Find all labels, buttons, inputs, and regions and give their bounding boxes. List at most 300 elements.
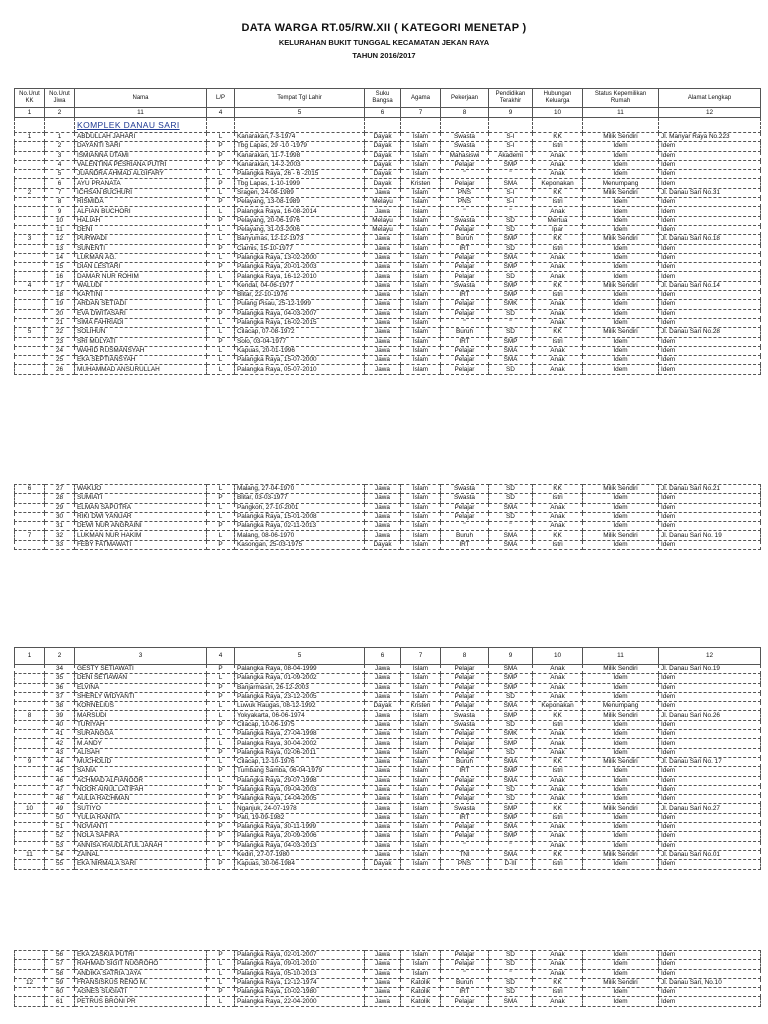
cell-jenis-kelamin: L — [207, 356, 235, 365]
cell-tempat-tgl-lahir: Luwuk Raugas, 08-12-1992 — [235, 702, 365, 711]
cell-status-rumah: Idem — [583, 748, 659, 757]
table-row — [15, 785, 761, 794]
cell-alamat: Jl. Danau Sari No. 17 — [659, 757, 761, 766]
cell-suku: Jawa — [365, 823, 401, 832]
cell-hubungan: Anak — [533, 969, 583, 978]
cell-hubungan: Istri — [533, 720, 583, 729]
cell-no-jiwa: 51 — [45, 823, 75, 832]
cell-jenis-kelamin: L — [207, 850, 235, 859]
cell-pendidikan: SMA — [489, 850, 533, 859]
table-row — [15, 813, 761, 822]
cell-no-jiwa: 45 — [45, 767, 75, 776]
cell-nama: MUCHOLID — [75, 757, 207, 766]
cell-alamat: Idem — [659, 841, 761, 850]
cell-suku: Jawa — [365, 300, 401, 309]
cell-no-kk — [15, 142, 45, 151]
cell-alamat: Idem — [659, 776, 761, 785]
section-empty-cell — [441, 118, 489, 133]
cell-hubungan: KK — [533, 804, 583, 813]
cell-agama: Islam — [401, 244, 441, 253]
cell-tempat-tgl-lahir: Palangka Raya, 08-04-1999 — [235, 665, 365, 674]
cell-no-jiwa: 40 — [45, 720, 75, 729]
cell-no-jiwa: No.Urut Jiwa — [45, 89, 75, 108]
cell-pekerjaan: Pelajar — [441, 960, 489, 969]
cell-hubungan: Istri — [533, 494, 583, 503]
cell-suku: 6 — [365, 648, 401, 665]
cell-agama: Islam — [401, 512, 441, 521]
cell-nama: DAMAR NUR ROHIM — [75, 272, 207, 281]
cell-no-jiwa: 20 — [45, 309, 75, 318]
cell-suku: Jawa — [365, 263, 401, 272]
cell-tempat-tgl-lahir: Kasongan, 25-03-1975 — [235, 540, 365, 549]
cell-tempat-tgl-lahir: Palangka Raya, 23-12-2005 — [235, 692, 365, 701]
cell-pekerjaan: Pelajar — [441, 692, 489, 701]
cell-hubungan: Anak — [533, 776, 583, 785]
cell-no-jiwa: 59 — [45, 978, 75, 987]
cell-nama: ACHMAD ALFIANOOR — [75, 776, 207, 785]
cell-agama: Islam — [401, 730, 441, 739]
cell-status-rumah: Idem — [583, 683, 659, 692]
cell-no-jiwa: 56 — [45, 951, 75, 960]
cell-hubungan: Istri — [533, 142, 583, 151]
cell-status-rumah: Idem — [583, 512, 659, 521]
cell-no-kk — [15, 356, 45, 365]
section-empty-cell — [235, 118, 365, 133]
cell-jenis-kelamin: P — [207, 151, 235, 160]
cell-alamat: Idem — [659, 969, 761, 978]
cell-nama: SOLIHUN — [75, 328, 207, 337]
cell-alamat: Idem — [659, 216, 761, 225]
cell-no-jiwa: 6 — [45, 179, 75, 188]
cell-alamat: Idem — [659, 683, 761, 692]
cell-nama: M.ANDY — [75, 739, 207, 748]
cell-agama: Islam — [401, 767, 441, 776]
cell-tempat-tgl-lahir: Sragen, 24-08-1989 — [235, 188, 365, 197]
cell-hubungan: Anak — [533, 263, 583, 272]
cell-hubungan: KK — [533, 188, 583, 197]
cell-status-rumah: Idem — [583, 494, 659, 503]
cell-no-jiwa: 38 — [45, 702, 75, 711]
cell-tempat-tgl-lahir: Palangka Raya, 16-12-2010 — [235, 272, 365, 281]
cell-tempat-tgl-lahir: Palangka Raya, 13-02-2000 — [235, 253, 365, 262]
cell-alamat: Jl. Danau Sari No.26 — [659, 711, 761, 720]
cell-pendidikan: SD — [489, 720, 533, 729]
cell-tempat-tgl-lahir: Palangka Raya, 22-04-2000 — [235, 997, 365, 1006]
cell-no-kk — [15, 300, 45, 309]
cell-tempat-tgl-lahir: Palangka Raya, 30-04-2002 — [235, 739, 365, 748]
cell-suku: Dayak — [365, 179, 401, 188]
cell-pendidikan: SD — [489, 309, 533, 318]
cell-agama: Islam — [401, 235, 441, 244]
cell-no-kk — [15, 494, 45, 503]
cell-agama: Islam — [401, 832, 441, 841]
cell-alamat: Jl. Danau Sari No.21 — [659, 485, 761, 494]
cell-alamat: Jl. Danau Sari No.27 — [659, 804, 761, 813]
cell-no-jiwa: 1 — [45, 133, 75, 142]
cell-suku: Jawa — [365, 850, 401, 859]
cell-no-kk — [15, 503, 45, 512]
cell-nama: SHERLY WIDYANTI — [75, 692, 207, 701]
cell-no-jiwa: 13 — [45, 244, 75, 253]
table-row — [15, 960, 761, 969]
cell-agama: Islam — [401, 337, 441, 346]
cell-nama: AULIA RACHMAN — [75, 795, 207, 804]
table-row — [15, 776, 761, 785]
cell-no-jiwa: 30 — [45, 512, 75, 521]
table-row — [15, 748, 761, 757]
cell-jenis-kelamin: L — [207, 207, 235, 216]
cell-status-rumah: Milik Sendiri — [583, 235, 659, 244]
cell-nama: ELMAN SAPUTRA — [75, 503, 207, 512]
cell-pendidikan: SD — [489, 272, 533, 281]
document-year: TAHUN 2016/2017 — [352, 51, 416, 60]
cell-status-rumah: Idem — [583, 263, 659, 272]
cell-pendidikan: SMK — [489, 730, 533, 739]
section-empty-cell — [659, 118, 761, 133]
table-row — [15, 337, 761, 346]
cell-no-kk — [15, 832, 45, 841]
cell-status-rumah: Idem — [583, 272, 659, 281]
cell-nama: SUTIYO — [75, 804, 207, 813]
table-row — [15, 978, 761, 987]
cell-nama: WAHID RUSMANSYAH — [75, 346, 207, 355]
cell-no-jiwa: 57 — [45, 960, 75, 969]
cell-agama: Islam — [401, 309, 441, 318]
cell-nama: SANIA — [75, 767, 207, 776]
table-row — [15, 720, 761, 729]
cell-pekerjaan: IRT — [441, 337, 489, 346]
table-row — [15, 730, 761, 739]
cell-alamat: Idem — [659, 674, 761, 683]
cell-jenis-kelamin: L — [207, 300, 235, 309]
cell-no-jiwa: 23 — [45, 337, 75, 346]
warga-table-3 — [14, 647, 761, 870]
cell-no-jiwa: 52 — [45, 832, 75, 841]
cell-suku: Jawa — [365, 244, 401, 253]
cell-no-jiwa: 25 — [45, 356, 75, 365]
cell-jenis-kelamin: P — [207, 179, 235, 188]
table-row — [15, 216, 761, 225]
cell-agama: Islam — [401, 133, 441, 142]
cell-no-jiwa: 60 — [45, 988, 75, 997]
cell-status-rumah: Milik Sendiri — [583, 485, 659, 494]
cell-nama: KORNELIUS — [75, 702, 207, 711]
cell-nama: DAYANTI SARI — [75, 142, 207, 151]
cell-hubungan: Anak — [533, 739, 583, 748]
cell-alamat: Idem — [659, 997, 761, 1006]
cell-status-rumah: Idem — [583, 823, 659, 832]
cell-agama: Islam — [401, 711, 441, 720]
cell-pendidikan: Akademi — [489, 151, 533, 160]
cell-alamat: Idem — [659, 748, 761, 757]
cell-tempat-tgl-lahir: Nganjuk, 24-07-1978 — [235, 804, 365, 813]
cell-hubungan: Keponakan — [533, 179, 583, 188]
cell-suku: Jawa — [365, 309, 401, 318]
cell-jenis-kelamin: P — [207, 813, 235, 822]
cell-suku: Jawa — [365, 674, 401, 683]
cell-agama: Islam — [401, 785, 441, 794]
cell-suku: Melayu — [365, 198, 401, 207]
cell-agama: Islam — [401, 823, 441, 832]
cell-hubungan: Anak — [533, 272, 583, 281]
cell-status-rumah: Idem — [583, 309, 659, 318]
cell-nama: SUMIATI — [75, 494, 207, 503]
cell-no-kk — [15, 318, 45, 327]
cell-pekerjaan: Buruh — [441, 978, 489, 987]
cell-nama: PETRUS BRONI PR — [75, 997, 207, 1006]
cell-alamat: 12 — [659, 108, 761, 118]
section-empty-cell — [365, 118, 401, 133]
cell-tempat-tgl-lahir: Pangkoh, 27-10-2001 — [235, 503, 365, 512]
cell-no-kk — [15, 776, 45, 785]
cell-tempat-tgl-lahir: Blitar, 22-10-1976 — [235, 291, 365, 300]
cell-pekerjaan: Pelajar — [441, 785, 489, 794]
cell-nama: ANNISA RAUDLATUL JANAH — [75, 841, 207, 850]
cell-tempat-tgl-lahir: Blitar, 03-03-1977 — [235, 494, 365, 503]
cell-status-rumah: Idem — [583, 337, 659, 346]
cell-jenis-kelamin: L — [207, 225, 235, 234]
cell-pekerjaan: IRT — [441, 813, 489, 822]
cell-tempat-tgl-lahir: Banjarmasin, 26-12-2003 — [235, 683, 365, 692]
cell-no-jiwa: 47 — [45, 785, 75, 794]
cell-pendidikan: " — [489, 841, 533, 850]
cell-jenis-kelamin: P — [207, 748, 235, 757]
cell-pendidikan: SMP — [489, 813, 533, 822]
cell-pendidikan: SMP — [489, 683, 533, 692]
cell-status-rumah: Idem — [583, 832, 659, 841]
cell-alamat: Idem — [659, 309, 761, 318]
cell-pekerjaan: Swasta — [441, 281, 489, 290]
cell-pekerjaan: Pelajar — [441, 503, 489, 512]
cell-no-kk: 7 — [15, 531, 45, 540]
cell-agama: Islam — [401, 683, 441, 692]
cell-pendidikan: SD — [489, 494, 533, 503]
cell-pendidikan: Pendidikan Terakhir — [489, 89, 533, 108]
cell-pekerjaan: Buruh — [441, 531, 489, 540]
cell-tempat-tgl-lahir: Kanarakan,7-3-1974 — [235, 133, 365, 142]
cell-hubungan: Anak — [533, 730, 583, 739]
cell-no-kk — [15, 785, 45, 794]
cell-agama: Kristen — [401, 702, 441, 711]
cell-nama: WAKIJO — [75, 485, 207, 494]
cell-no-kk — [15, 674, 45, 683]
cell-suku: Dayak — [365, 170, 401, 179]
cell-tempat-tgl-lahir: Palangka Raya, 27-04-1998 — [235, 730, 365, 739]
cell-nama: ANDIKA SATRIA JAYA — [75, 969, 207, 978]
cell-pekerjaan: TNI — [441, 850, 489, 859]
cell-hubungan: 10 — [533, 108, 583, 118]
cell-no-kk: 5 — [15, 328, 45, 337]
section-empty-cell — [401, 118, 441, 133]
cell-no-jiwa: 34 — [45, 665, 75, 674]
cell-no-jiwa: 32 — [45, 531, 75, 540]
cell-hubungan: Anak — [533, 356, 583, 365]
cell-pekerjaan: Pelajar — [441, 300, 489, 309]
cell-agama: Katolik — [401, 978, 441, 987]
cell-no-kk — [15, 860, 45, 869]
table-row — [15, 841, 761, 850]
cell-tempat-tgl-lahir: Banyumas, 12-12-1973 — [235, 235, 365, 244]
cell-hubungan: Anak — [533, 795, 583, 804]
cell-alamat: Jl. Danau Sari No.31 — [659, 188, 761, 197]
cell-alamat: Idem — [659, 813, 761, 822]
cell-tempat-tgl-lahir: Palangka Raya, 30-11-1999 — [235, 823, 365, 832]
cell-status-rumah: Idem — [583, 160, 659, 169]
cell-alamat: Idem — [659, 272, 761, 281]
cell-tempat-tgl-lahir: Cilacap, 07-08-1972 — [235, 328, 365, 337]
cell-pendidikan: 9 — [489, 108, 533, 118]
cell-no-jiwa: 5 — [45, 170, 75, 179]
cell-pekerjaan: Pelajar — [441, 776, 489, 785]
cell-tempat-tgl-lahir: Pelayang, 20-06-1976 — [235, 216, 365, 225]
cell-status-rumah: Menumpang — [583, 702, 659, 711]
cell-jenis-kelamin: L — [207, 730, 235, 739]
cell-tempat-tgl-lahir: Palangka Raya, 16-02-2015 — [235, 318, 365, 327]
cell-pekerjaan: PNS — [441, 198, 489, 207]
cell-tempat-tgl-lahir: Tumbang Samba, 06-04-1979 — [235, 767, 365, 776]
cell-status-rumah: Milik Sendiri — [583, 804, 659, 813]
cell-no-kk — [15, 739, 45, 748]
table-row — [15, 170, 761, 179]
cell-agama: Islam — [401, 748, 441, 757]
cell-nama: LUKMAN AG. — [75, 253, 207, 262]
cell-agama: Islam — [401, 531, 441, 540]
table-row — [15, 795, 761, 804]
cell-pekerjaan: " — [441, 318, 489, 327]
cell-nama: WALUDI — [75, 281, 207, 290]
cell-alamat: Idem — [659, 739, 761, 748]
cell-pendidikan: SMP — [489, 337, 533, 346]
cell-nama: NOOR AINUL LATIFAH — [75, 785, 207, 794]
cell-pekerjaan: Pelajar — [441, 253, 489, 262]
cell-suku: Melayu — [365, 225, 401, 234]
cell-status-rumah: Idem — [583, 540, 659, 549]
cell-pekerjaan: " — [441, 522, 489, 531]
cell-tempat-tgl-lahir: Cilacap, 10-06-1975 — [235, 720, 365, 729]
table-row — [15, 272, 761, 281]
cell-pendidikan: SMA — [489, 776, 533, 785]
cell-nama: EVA DWITASARI — [75, 309, 207, 318]
cell-agama: Islam — [401, 503, 441, 512]
cell-suku: Jawa — [365, 356, 401, 365]
cell-no-kk — [15, 540, 45, 549]
cell-no-jiwa: 31 — [45, 522, 75, 531]
cell-status-rumah: Menumpang — [583, 179, 659, 188]
cell-status-rumah: Idem — [583, 767, 659, 776]
cell-status-rumah: Idem — [583, 739, 659, 748]
cell-status-rumah: Idem — [583, 503, 659, 512]
cell-nama: DEWI NUR ANGRAINI — [75, 522, 207, 531]
cell-no-kk: 3 — [15, 235, 45, 244]
cell-agama: Islam — [401, 291, 441, 300]
cell-tempat-tgl-lahir: Pulang Pisau, 25-12-1999 — [235, 300, 365, 309]
cell-no-kk — [15, 692, 45, 701]
cell-suku: Jawa — [365, 318, 401, 327]
cell-jenis-kelamin: P — [207, 683, 235, 692]
table-row — [15, 757, 761, 766]
cell-no-kk — [15, 702, 45, 711]
cell-nama: GESTY SETIAWATI — [75, 665, 207, 674]
cell-no-kk: 1 — [15, 108, 45, 118]
cell-no-jiwa: 26 — [45, 365, 75, 374]
cell-no-kk: No.Urut KK — [15, 89, 45, 108]
table-row — [15, 485, 761, 494]
cell-agama: Islam — [401, 674, 441, 683]
cell-nama: ZAINAL — [75, 850, 207, 859]
cell-nama: NOVIANTI — [75, 823, 207, 832]
cell-alamat: Jl. Danau Sari No.28 — [659, 328, 761, 337]
cell-pekerjaan: Pelajar — [441, 748, 489, 757]
cell-tempat-tgl-lahir: Pati, 19-09-1982 — [235, 813, 365, 822]
cell-alamat: Idem — [659, 860, 761, 869]
cell-status-rumah: Idem — [583, 795, 659, 804]
cell-hubungan: Anak — [533, 253, 583, 262]
cell-nama: ALFIAN BUCHORI — [75, 207, 207, 216]
cell-suku: Jawa — [365, 997, 401, 1006]
cell-nama: SRI MULYATI — [75, 337, 207, 346]
table-row — [15, 823, 761, 832]
section-title: KOMPLEK DANAU SARI — [75, 118, 207, 133]
cell-suku: Jawa — [365, 188, 401, 197]
cell-jenis-kelamin: L — [207, 711, 235, 720]
cell-status-rumah: Idem — [583, 207, 659, 216]
cell-tempat-tgl-lahir: Palangka Raya, 20-01-2003 — [235, 263, 365, 272]
cell-jenis-kelamin: L — [207, 757, 235, 766]
cell-alamat: Idem — [659, 198, 761, 207]
cell-hubungan: Istri — [533, 540, 583, 549]
cell-tempat-tgl-lahir: Kendal, 04-06-1977 — [235, 281, 365, 290]
cell-status-rumah: Idem — [583, 216, 659, 225]
cell-alamat: Idem — [659, 291, 761, 300]
cell-jenis-kelamin: 4 — [207, 108, 235, 118]
cell-no-kk — [15, 997, 45, 1006]
cell-agama: Islam — [401, 365, 441, 374]
cell-no-jiwa: 58 — [45, 969, 75, 978]
cell-nama: DENI — [75, 225, 207, 234]
cell-jenis-kelamin: P — [207, 767, 235, 776]
cell-tempat-tgl-lahir: Palangka Raya, 26 - 6 -2015 — [235, 170, 365, 179]
section-empty-cell — [533, 118, 583, 133]
cell-nama: NOLA SAFIRA — [75, 832, 207, 841]
cell-pekerjaan: Swasta — [441, 804, 489, 813]
cell-hubungan: KK — [533, 281, 583, 290]
cell-agama: Islam — [401, 300, 441, 309]
cell-tempat-tgl-lahir: Yokyakarta, 06-06-1974 — [235, 711, 365, 720]
cell-no-kk — [15, 207, 45, 216]
cell-hubungan: Istri — [533, 813, 583, 822]
cell-no-jiwa: 9 — [45, 207, 75, 216]
cell-status-rumah: Idem — [583, 225, 659, 234]
cell-jenis-kelamin: L — [207, 272, 235, 281]
cell-no-jiwa: 54 — [45, 850, 75, 859]
cell-agama: Islam — [401, 151, 441, 160]
cell-jenis-kelamin: L — [207, 674, 235, 683]
cell-alamat: Idem — [659, 960, 761, 969]
cell-no-kk: 2 — [15, 188, 45, 197]
cell-jenis-kelamin: P — [207, 540, 235, 549]
cell-no-jiwa: 4 — [45, 160, 75, 169]
cell-status-rumah: Idem — [583, 969, 659, 978]
cell-no-kk — [15, 160, 45, 169]
cell-jenis-kelamin: L — [207, 485, 235, 494]
cell-pendidikan: SMP — [489, 263, 533, 272]
cell-hubungan: KK — [533, 978, 583, 987]
cell-tempat-tgl-lahir: Palangka Raya, 16-08-2014 — [235, 207, 365, 216]
cell-status-rumah: Idem — [583, 951, 659, 960]
table-row — [15, 702, 761, 711]
cell-pekerjaan: 8 — [441, 648, 489, 665]
cell-agama: Kristen — [401, 179, 441, 188]
